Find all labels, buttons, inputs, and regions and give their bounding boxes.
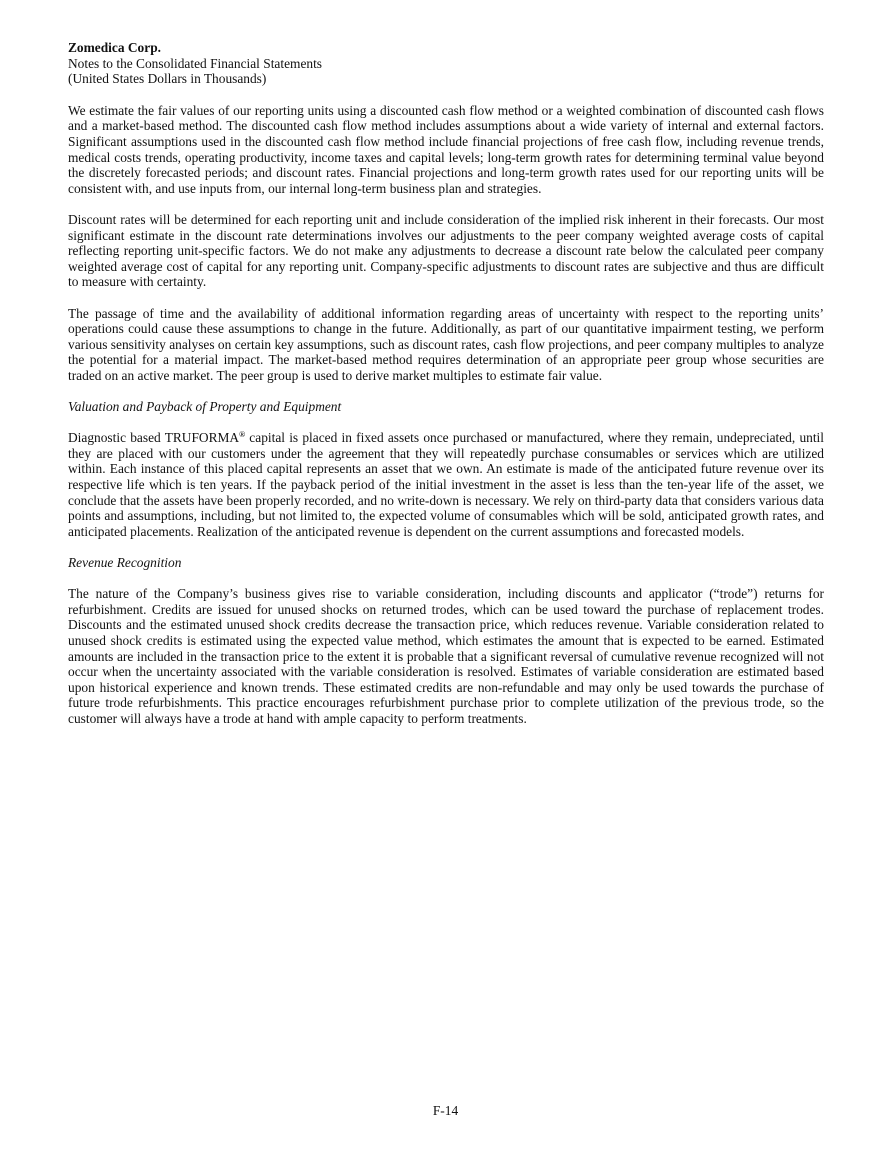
truforma-lead-text: Diagnostic based TRUFORMA (68, 430, 240, 446)
document-header (68, 40, 824, 87)
paragraph-discount-rates: Discount rates will be determined for each reporting unit and include consideration of the implied risk inherent in their forecasts. Our most significant estimate in the discount rate determinations involves our adjustments to the peer company weighted average costs of capital reflecting reporting unit-specific factors. We do not make any adjustments to decrease a discount rate below the calculated peer company weighted average cost of capital for any reporting unit. Company-specific adjustments to discount rates are subjective and thus are difficult to measure with certainty. (68, 211, 824, 290)
paragraph-truforma (68, 430, 824, 539)
paragraph-passage-of-time: The passage of time and the availability of additional information regarding areas of uncertainty with respect to the reporting units’ operations could cause these assumptions to change in the future. Additionally, as part of our quantitative impairment testing, we perform various sensitivity analyses on certain key assumptions, such as discount rates, cash flow projections, and peer company multiples to analyze the potential for a material impact. The market-based method requires determination of an appropriate peer group whose securities are traded on an active market. The peer group is used to derive market multiples to estimate fair value. (68, 305, 824, 383)
currency-note: (United States Dollars in Thousands) (68, 71, 267, 87)
subheading-valuation-payback: Valuation and Payback of Property and Equipment (68, 399, 342, 415)
page-number: F-14 (432, 1103, 459, 1118)
document-subtitle: Notes to the Consolidated Financial Statements (68, 55, 323, 71)
truforma-body-text: capital is placed in fixed assets once purchased or manufactured, where they remain, undepreciated, until they are placed with our customers under the agreement that they will repeatedly purchase consumables or services which are utilized within. Each instance of this placed capital represents an asset that we own. An estimate is made of the anticipated future revenue over its respective life which is ten years. If the payback period of the initial investment in the asset is less than the ten-year life of the asset, we conclude that the assets have been properly recorded, and no write-down is necessary. We rely on third-party data that considers various data points and assumptions, including, but not limited to, the expected volume of consumables which will be sold, anticipated growth rates, and anticipated placements. Realization of the anticipated revenue is dependent on the current assumptions and forecasted models. (68, 430, 824, 539)
company-name: Zomedica Corp. (68, 40, 161, 55)
document-page (68, 40, 824, 742)
registered-mark: ® (239, 430, 246, 440)
paragraph-revenue: The nature of the Company’s business gives rise to variable consideration, including discounts and applicator (“trode”) returns for refurbishment. Credits are issued for unused shocks on returned trodes, which can be used toward the purchase of replacement trodes. Discounts and the estimated unused shock credits decrease the transaction price, which reduces revenue. Variable consideration related to unused shock credits is estimated using the expected value method, which estimates the amount that is expected to be earned. Estimated amounts are included in the transaction price to the extent it is probable that a significant reversal of cumulative revenue recognized will not occur when the uncertainty associated with the variable consideration is resolved. Estimates of variable consideration are estimated based upon historical experience and known trends. These estimated credits are non-refundable and may only be used towards the purchase of future trode refurbishments. This practice encourages refurbishment purchase prior to complete utilization of the previous trode, so the customer will always have a trode at hand with ample capacity to perform treatments. (68, 586, 824, 726)
paragraph-fair-value: We estimate the fair values of our reporting units using a discounted cash flow method or a weighted combination of discounted cash flows and a market-based method. The discounted cash flow method includes assumptions about a wide variety of internal and external factors. Significant assumptions used in the discounted cash flow method include financial projections of free cash flow, including revenue trends, medical costs trends, operating productivity, income taxes and capital levels; long-term growth rates for determining terminal value beyond the discretely forecasted periods; and discount rates. Financial projections and long-term growth rates used for our reporting units will be consistent with, and use inputs from, our internal long-term business plan and strategies. (68, 102, 824, 196)
subheading-revenue-recognition: Revenue Recognition (68, 555, 182, 570)
